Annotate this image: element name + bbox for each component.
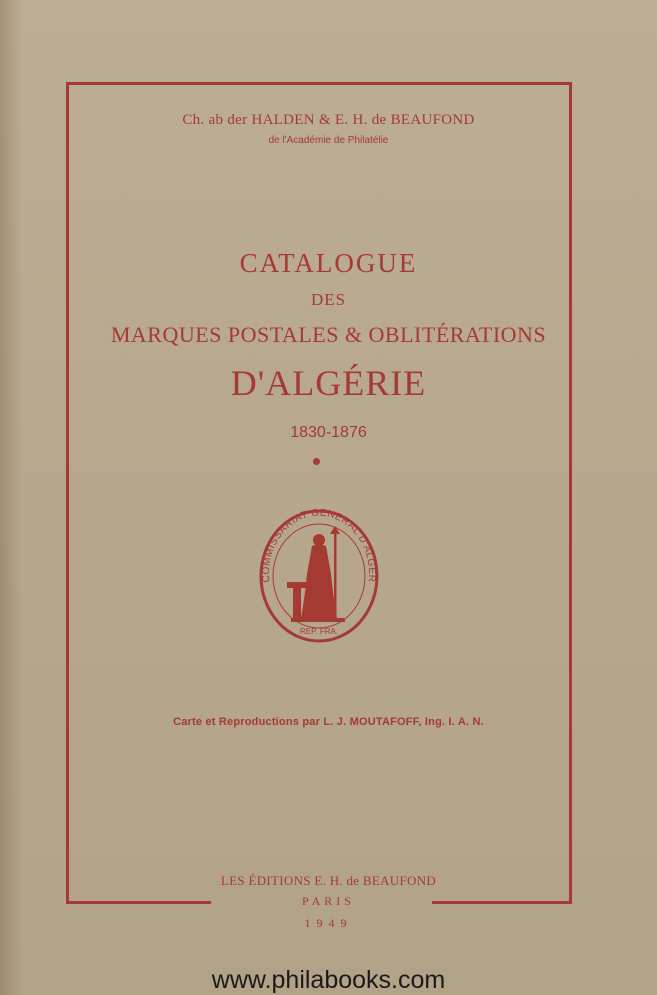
title-line-3: MARQUES POSTALES & OBLITÉRATIONS <box>110 322 547 347</box>
watermark: www.philabooks.com <box>211 966 446 994</box>
seal-stamp <box>257 506 381 644</box>
title-line-2: DES <box>310 290 347 309</box>
bullet-dot <box>313 458 320 465</box>
seal-inner-text: REP. FRA. <box>299 627 339 636</box>
title-line-1: CATALOGUE <box>239 248 418 278</box>
seal-text: COMMISSARIAT GENERAL D'ALGER <box>260 507 378 583</box>
authors: Ch. ab der HALDEN & E. H. de BEAUFOND <box>182 112 475 128</box>
year: 1949 <box>304 916 353 930</box>
title-line-4: D'ALGÉRIE <box>230 363 427 403</box>
credits: Carte et Reproductions par L. J. MOUTAFOFF, Ing. I. A. N. <box>173 716 484 728</box>
figure-icon <box>287 526 345 622</box>
red-frame <box>66 82 572 904</box>
publisher: LES ÉDITIONS E. H. de BEAUFOND <box>220 873 437 888</box>
years: 1830-1876 <box>290 424 367 441</box>
affiliation: de l'Académie de Philatélie <box>268 135 389 146</box>
city: PARIS <box>302 894 355 908</box>
spine-shadow <box>0 0 22 995</box>
